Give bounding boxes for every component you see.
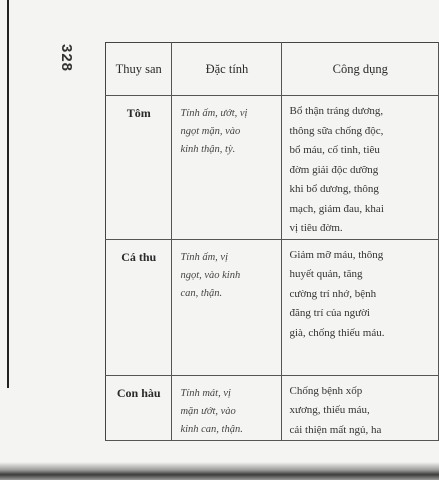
header-property: Đặc tính: [172, 43, 282, 96]
use-line: huyết quản, tăng: [289, 268, 363, 280]
property-line: Tính ấm, ướt, vị: [180, 108, 248, 119]
property-line: Tính mát, vị: [180, 387, 231, 399]
table-header-row: [106, 43, 439, 96]
use-line: Chống bệnh xốp: [289, 384, 363, 397]
use-line: Giảm mỡ máu, thông: [289, 248, 384, 261]
page-number: 328: [58, 44, 75, 73]
seafood-name: [106, 239, 172, 375]
property-line: ngọt, vào kinh: [180, 269, 241, 281]
use-line: thông sữa chống độc,: [289, 124, 384, 137]
use-cell: [282, 239, 439, 375]
property-line: can, thận.: [180, 287, 223, 299]
table-row: [106, 239, 439, 375]
use-cell: [282, 96, 439, 240]
use-line: Bổ thận tráng dương,: [289, 105, 384, 117]
seafood-name: [106, 375, 172, 441]
property-line: kinh thận, tỳ.: [180, 144, 236, 155]
property-line: ngọt mặn, vào: [180, 126, 241, 137]
use-line: khi bổ dương, thông: [289, 183, 379, 195]
use-cell: [282, 375, 439, 441]
page-bottom-shadow: [0, 462, 439, 480]
seafood-name-line: Cá thu: [121, 249, 157, 264]
table-row: [106, 96, 439, 240]
property-line: mặn ướt, vào: [180, 405, 236, 417]
use-line: già, chống thiếu máu.: [289, 326, 385, 339]
property-line: Tính ấm, vị: [180, 251, 228, 263]
seafood-name-line: Con: [116, 385, 139, 400]
use-line: cường trí nhớ, bệnh: [289, 287, 377, 300]
header-use: Công dụng: [282, 43, 439, 96]
use-line: cải thiện mất ngủ, ha: [289, 423, 382, 436]
property-cell: [172, 96, 282, 240]
use-line: bổ máu, cố tinh, tiêu: [289, 144, 380, 156]
header-seafood: Thuy san: [106, 43, 172, 96]
use-line: đãng trí của người: [289, 307, 370, 319]
seafood-name-line: hàu: [141, 385, 161, 400]
use-line: xương, thiếu máu,: [289, 404, 370, 416]
use-line: đờm giải độc dưỡng: [289, 163, 379, 176]
use-line: vị tiêu đờm.: [289, 222, 343, 234]
use-line: mạch, giảm đau, khai: [289, 202, 384, 215]
margin-rule: [7, 0, 9, 388]
table-row: [106, 375, 439, 441]
property-cell: [172, 239, 282, 375]
seafood-name-line: Tôm: [126, 106, 151, 120]
seafood-table: [105, 42, 439, 441]
property-cell: [172, 375, 282, 441]
property-line: kinh can, thận.: [180, 423, 243, 435]
seafood-name: [106, 96, 172, 240]
